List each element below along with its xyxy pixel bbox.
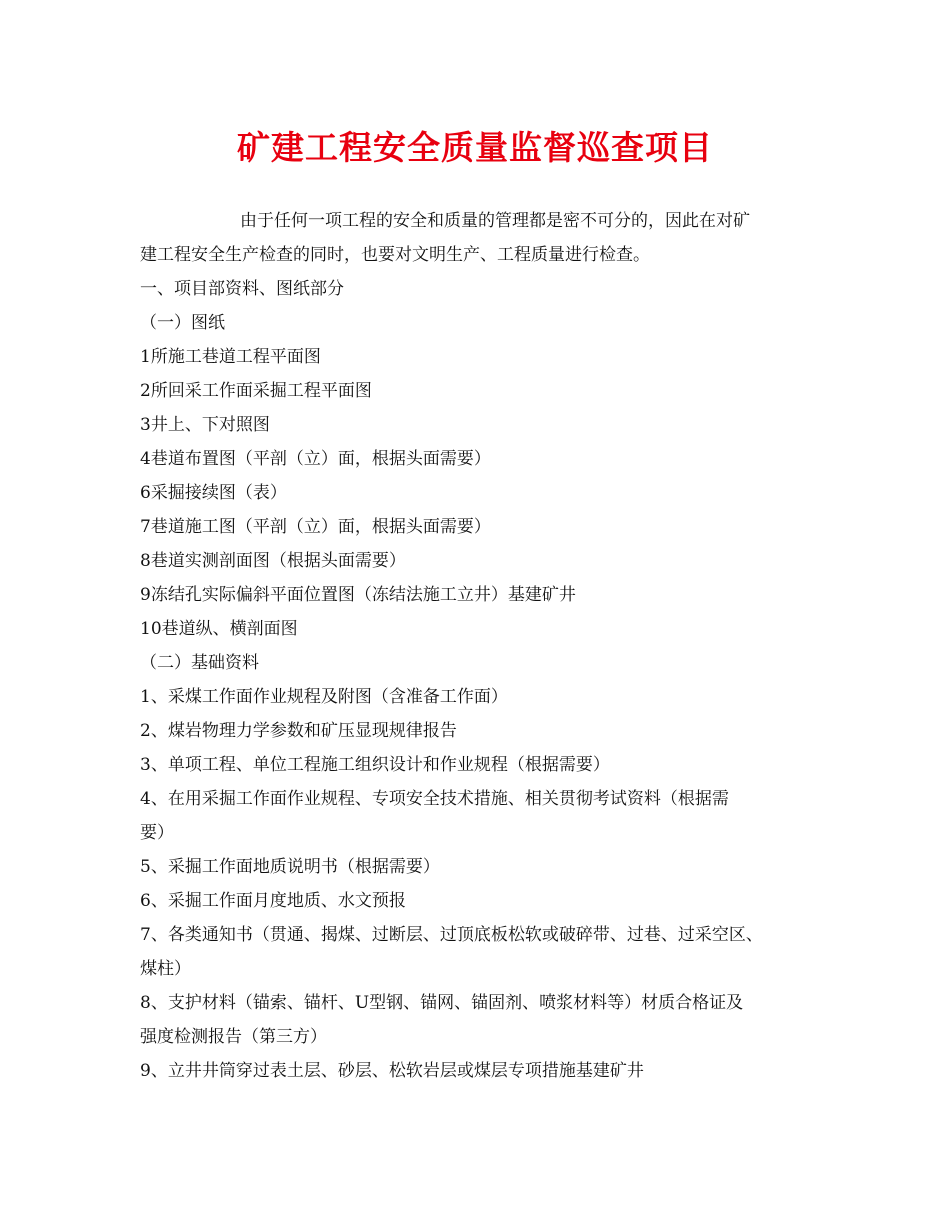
- list-item: 8、支护材料（锚索、锚杆、U型钢、锚网、锚固剂、喷浆材料等）材质合格证及: [140, 993, 744, 1013]
- list-item-continuation: 要）: [140, 823, 174, 843]
- subsection-heading: （一）图纸: [140, 313, 225, 333]
- document-title: 矿建工程安全质量监督巡查项目: [237, 128, 713, 167]
- list-item: 7巷道施工图（平剖（立）面，根据头面需要）: [140, 517, 491, 537]
- list-item: 3井上、下对照图: [140, 415, 270, 435]
- list-item: 2所回采工作面采掘工程平面图: [140, 381, 372, 401]
- list-item: 4巷道布置图（平剖（立）面，根据头面需要）: [140, 449, 491, 469]
- list-item: 9、立井井筒穿过表土层、砂层、松软岩层或煤层专项措施基建矿井: [140, 1061, 644, 1081]
- list-item: 9冻结孔实际偏斜平面位置图（冻结法施工立井）基建矿井: [140, 585, 576, 605]
- list-item-continuation: 煤柱）: [140, 959, 191, 979]
- list-item: 2、煤岩物理力学参数和矿压显现规律报告: [140, 721, 457, 741]
- list-item: 1、采煤工作面作业规程及附图（含准备工作面）: [140, 687, 508, 707]
- intro-line: 由于任何一项工程的安全和质量的管理都是密不可分的，因此在对矿: [240, 211, 750, 231]
- list-item: 10巷道纵、横剖面图: [140, 619, 298, 639]
- list-item: 8巷道实测剖面图（根据头面需要）: [140, 551, 406, 571]
- document-body: [140, 204, 830, 1088]
- list-item: 6、采掘工作面月度地质、水文预报: [140, 891, 406, 911]
- list-item: 4、在用采掘工作面作业规程、专项安全技术措施、相关贯彻考试资料（根据需: [140, 789, 729, 809]
- list-item-continuation: 强度检测报告（第三方）: [140, 1027, 327, 1047]
- list-item: 6采掘接续图（表）: [140, 483, 287, 503]
- list-item: 3、单项工程、单位工程施工组织设计和作业规程（根据需要）: [140, 755, 610, 775]
- list-item: 7、各类通知书（贯通、揭煤、过断层、过顶底板松软或破碎带、过巷、过采空区、: [140, 925, 763, 945]
- subsection-heading: （二）基础资料: [140, 653, 259, 673]
- section-heading: 一、项目部资料、图纸部分: [140, 279, 344, 299]
- list-item: 1所施工巷道工程平面图: [140, 347, 321, 367]
- list-item: 5、采掘工作面地质说明书（根据需要）: [140, 857, 440, 877]
- intro-line: 建工程安全生产检查的同时，也要对文明生产、工程质量进行检查。: [140, 245, 650, 265]
